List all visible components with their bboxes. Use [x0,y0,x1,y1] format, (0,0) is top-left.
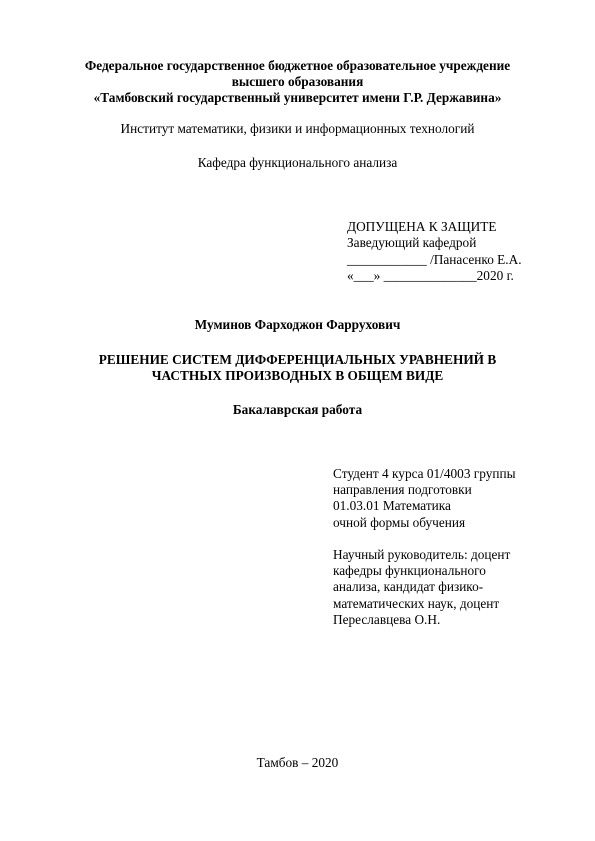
thesis-title [0,352,595,384]
university-header [0,58,595,106]
supervisor-info [333,547,510,628]
institute-name: Институт математики, физики и информационных технологий [120,121,475,136]
title-line-2: ЧАСТНЫХ ПРОИЗВОДНЫХ В ОБЩЕМ ВИДЕ [151,368,444,383]
department-name: Кафедра функционального анализа [197,155,398,170]
approval-line-3: ____________ /Панасенко Е.А. [347,251,522,267]
author-name: Муминов Фарходжон Фаррухович [194,317,401,332]
approval-line-4: «___» ______________2020 г. [347,267,514,283]
supervisor-line-1: Научный руководитель: доцент [333,547,511,562]
approval-block [347,219,522,284]
supervisor-line-4: математических наук, доцент [333,595,500,611]
approval-line-2: Заведующий кафедрой [347,235,477,251]
approval-line-1: ДОПУЩЕНА К ЗАЩИТЕ [347,219,497,234]
city-year: Тамбов – 2020 [256,755,339,770]
student-info [333,466,516,531]
student-line-4: очной формы обучения [333,514,466,530]
header-line-2: высшего образования [231,74,364,89]
title-line-1: РЕШЕНИЕ СИСТЕМ ДИФФЕРЕНЦИАЛЬНЫХ УРАВНЕНИЙ В [98,352,497,367]
supervisor-line-3: анализа, кандидат физико- [333,579,484,595]
supervisor-line-5: Переславцева О.Н. [333,611,441,627]
header-line-3: «Тамбовский государственный университет имени Г.Р. Державина» [93,90,502,105]
header-line-1: Федеральное государственное бюджетное образовательное учреждение [84,58,511,73]
student-line-1: Студент 4 курса 01/4003 группы [333,466,516,481]
work-type: Бакалаврская работа [232,402,363,417]
supervisor-line-2: кафедры функционального [333,563,486,579]
student-line-2: направления подготовки [333,482,472,498]
student-line-3: 01.03.01 Математика [333,498,451,514]
